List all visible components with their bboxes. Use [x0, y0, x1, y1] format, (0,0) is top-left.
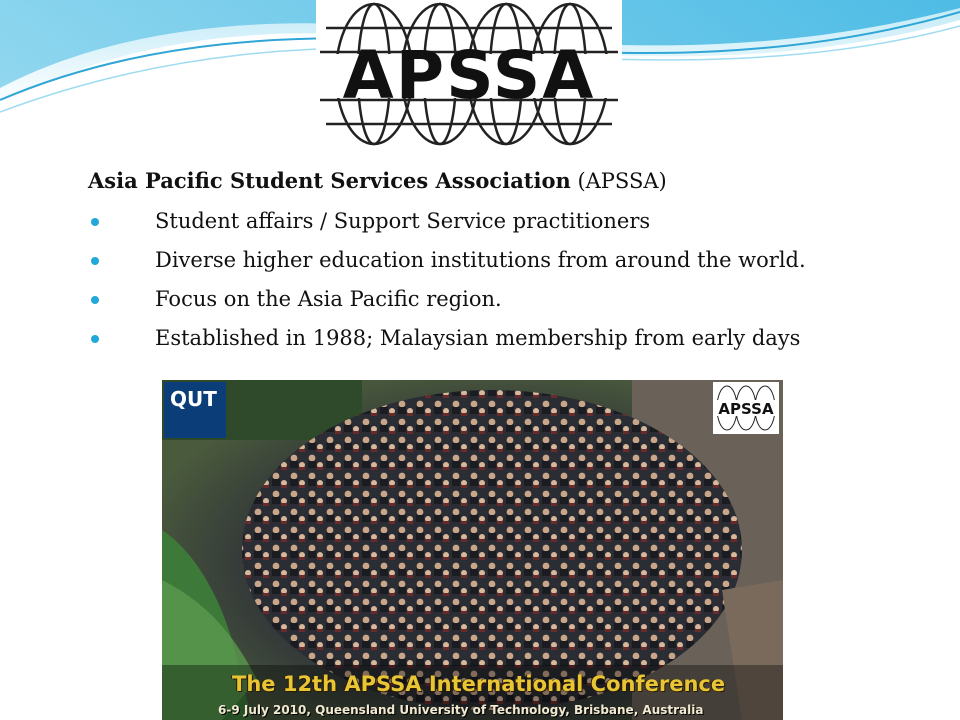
heading-bold: Asia Pacific Student Services Association	[88, 168, 571, 193]
list-item	[88, 319, 908, 358]
qut-logo: QUT	[164, 382, 226, 438]
bullet-dot-icon	[91, 296, 99, 304]
photo-caption-title: The 12th APSSA International Conference	[232, 672, 726, 696]
crowd-scene-image	[162, 380, 783, 720]
photo-caption-subtitle: 6-9 July 2010, Queensland University of Technology, Brisbane, Australia	[218, 703, 704, 717]
conference-group-photo	[162, 380, 783, 720]
apssa-logo	[316, 0, 622, 150]
bullet-list	[88, 202, 908, 358]
list-item	[88, 280, 908, 319]
association-heading	[88, 166, 908, 196]
bullet-text: Established in 1988; Malaysian membership from early days	[155, 326, 801, 350]
list-item	[88, 202, 908, 241]
list-item	[88, 241, 908, 280]
logo-text: APSSA	[342, 37, 596, 114]
bullet-dot-icon	[91, 218, 99, 226]
main-content	[88, 166, 908, 358]
mini-logo-text: APSSA	[718, 400, 774, 418]
bullet-text: Diverse higher education institutions from around the world.	[155, 248, 806, 272]
bullet-text: Student affairs / Support Service practitioners	[155, 209, 651, 233]
apssa-small-logo	[713, 382, 779, 434]
heading-suffix: (APSSA)	[570, 169, 667, 193]
bullet-text: Focus on the Asia Pacific region.	[155, 287, 502, 311]
bullet-dot-icon	[91, 335, 99, 343]
bullet-dot-icon	[91, 257, 99, 265]
